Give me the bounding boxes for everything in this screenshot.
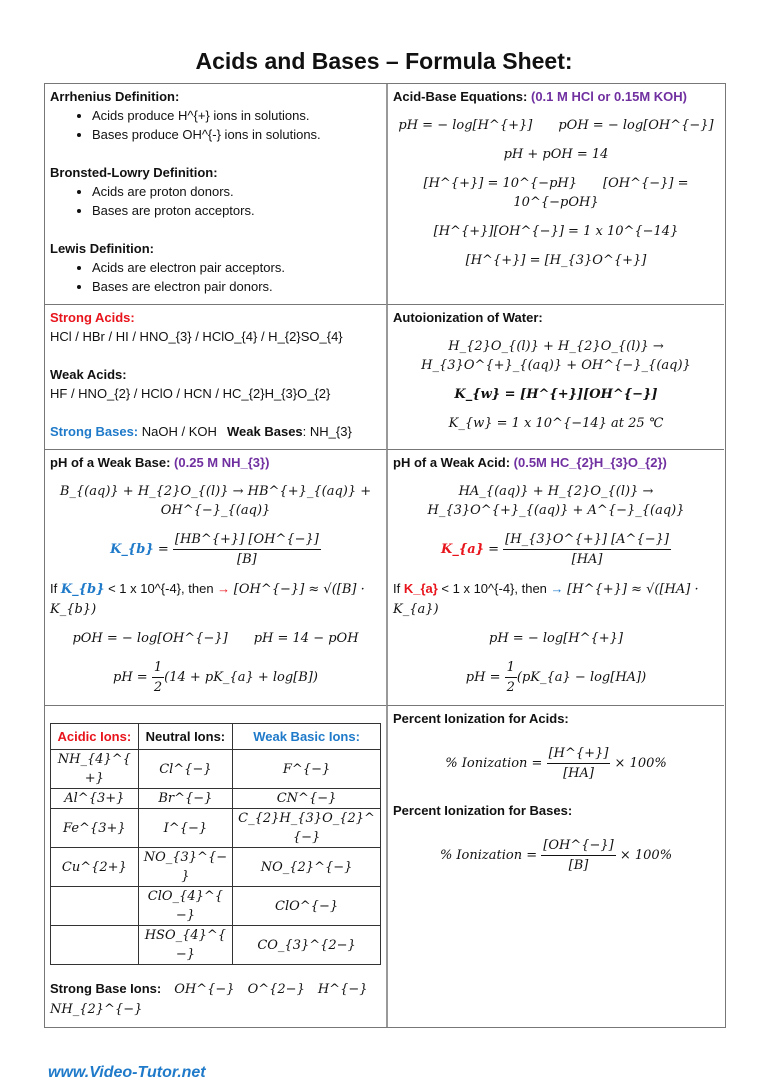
denominator: [HA] <box>571 552 603 567</box>
ion-cell: CN^{−} <box>233 789 381 809</box>
text: pH = <box>465 670 505 685</box>
condition: < 1 x 10^{-4}, then <box>437 581 551 596</box>
ion-cell: NO_{3}^{−} <box>138 848 232 887</box>
bullet-item: • Acids produce H^{+} ions in solutions. <box>92 106 381 125</box>
bullet-item: • Bases produce OH^{-} ions in solutions. <box>92 125 381 144</box>
percent-bases-heading: Percent Ionization for Bases: <box>393 803 573 818</box>
numerator: 1 <box>505 658 517 678</box>
ion-cell: CO_{3}^{2−} <box>233 926 381 965</box>
ion-cell: Fe^{3+} <box>51 809 139 848</box>
ions-table <box>50 723 381 965</box>
percent-ionization-section <box>386 705 724 1027</box>
ion: NH_{2}^{−} <box>50 1002 143 1017</box>
kw-formula: K_{w} = [H^{+}][OH^{−}] <box>454 387 658 402</box>
text: If <box>393 581 404 596</box>
acidic-ions-header: Acidic Ions: <box>51 724 139 750</box>
ion-cell: Br^{−} <box>138 789 232 809</box>
weak-acids-heading: Weak Acids: <box>50 367 127 382</box>
strong-bases-list: NaOH / KOH <box>141 424 217 439</box>
ion-cell: Al^{3+} <box>51 789 139 809</box>
neutral-ions-header: Neutral Ions: <box>138 724 232 750</box>
ion-cell: HSO_{4}^{−} <box>138 926 232 965</box>
weak-bases-heading: Weak Bases <box>227 424 303 439</box>
formula: [H^{+}][OH^{−}] = 1 x 10^{−14} <box>433 224 679 239</box>
definitions-section <box>45 84 386 304</box>
bronsted-heading: Bronsted-Lowry Definition: <box>50 165 218 180</box>
formula: pH = 14 − pOH <box>253 631 359 646</box>
formula: [H^{+}] ≈ √([HA] · K_{a}) <box>393 582 699 617</box>
formula: pH + pOH = 14 <box>503 147 609 162</box>
text: % Ionization = <box>439 848 542 863</box>
ion-cell: I^{−} <box>138 809 232 848</box>
kb-symbol: K_{b} <box>110 542 154 557</box>
ion-cell: C_{2}H_{3}O_{2}^{−} <box>233 809 381 848</box>
ion-cell: NO_{2}^{−} <box>233 848 381 887</box>
strong-base-ions-heading: Strong Base Ions: <box>50 981 162 996</box>
arrhenius-heading: Arrhenius Definition: <box>50 89 180 104</box>
page-title: Acids and Bases – Formula Sheet: <box>195 48 573 74</box>
numerator: [H_{3}O^{+}] [A^{−}] <box>503 530 671 550</box>
numerator: [HB^{+}] [OH^{−}] <box>173 530 321 550</box>
ion-cell: NH_{4}^{+} <box>51 750 139 789</box>
text: % Ionization = <box>445 756 547 771</box>
weak-acids-list: HF / HNO_{2} / HClO / HCN / HC_{2}H_{3}O_{2} <box>50 386 331 401</box>
weak-base-heading: pH of a Weak Base: <box>50 455 171 470</box>
ion-cell: Cl^{−} <box>138 750 232 789</box>
bullet-item: • Bases are proton acceptors. <box>92 201 381 220</box>
numerator: 1 <box>152 658 164 678</box>
ion-row <box>51 848 381 887</box>
weak-acid-section: pH of a Weak Acid: (0.5M HC_{2}H_{3}O_{2}) HA_{(aq)} + H_{2}O_{(l)} → H_{3}O^{+}_{(aq)} + A^{−}_{(aq)} K_{a} = $\frac{[H\_\{3\}O\^{}\{+\}] [A\^{}\{-\}]}{[HA]}$ If K_{a} < 1 x 10^{-4}, then → [H^{+}] ≈ √([HA] · K_{a}) pH = − log[H^{+}] pH = $\frac{1}{2}$ (pK_{a} − log[HA]) <box>386 449 724 705</box>
ka-symbol: K_{a} <box>441 542 484 557</box>
formula: [H^{+}] = 10^{−pH} <box>423 176 577 191</box>
formula: (14 + pK_{a} + log[B]) <box>164 670 318 685</box>
strong-acids-heading: Strong Acids: <box>50 310 135 325</box>
formula: pOH = − log[OH^{−}] <box>72 631 228 646</box>
ion-cell <box>51 926 139 965</box>
kb-symbol: K_{b} <box>60 582 105 597</box>
formula: pH = − log[H^{+}] <box>489 631 623 646</box>
denominator: [HA] <box>563 766 594 781</box>
ion-cell: Cu^{2+} <box>51 848 139 887</box>
ion-row <box>51 887 381 926</box>
weak-base-example: (0.25 M NH_{3}) <box>174 455 270 470</box>
equations-heading: Acid-Base Equations: <box>393 89 528 104</box>
lewis-heading: Lewis Definition: <box>50 241 154 256</box>
bullet-item: • Bases are electron pair donors. <box>92 277 381 296</box>
ion: H^{−} <box>317 982 368 997</box>
denominator: [B] <box>237 552 257 567</box>
formula: H_{2}O_{(l)} + H_{2}O_{(l)} → H_{3}O^{+}_{(aq)} + OH^{−}_{(aq)} <box>421 339 691 373</box>
ion: O^{2−} <box>247 982 305 997</box>
ion-cell <box>51 887 139 926</box>
ion-row <box>51 750 381 789</box>
weak-basic-ions-header: Weak Basic Ions: <box>233 724 381 750</box>
formula: (pK_{a} − log[HA]) <box>516 670 647 685</box>
ion-row <box>51 926 381 965</box>
formula: pOH = − log[OH^{−}] <box>558 118 714 133</box>
numerator: [OH^{−}] <box>541 836 615 856</box>
numerator: [H^{+}] <box>547 744 611 764</box>
condition: < 1 x 10^{-4}, then <box>104 581 218 596</box>
ions-section <box>45 705 386 1027</box>
autoionization-section <box>386 304 724 449</box>
text: × 100% <box>615 848 673 863</box>
equations-section <box>386 84 724 304</box>
formula: pH = − log[H^{+}] <box>398 118 533 133</box>
weak-base-section: pH of a Weak Base: (0.25 M NH_{3}) B_{(aq)} + H_{2}O_{(l)} → HB^{+}_{(aq)} + OH^{−}_{(aq)} K_{b} = $\frac{[HB\^{}\{+\}] [OH\^{}\{-\}]}{[B]}$ If K_{b} < 1 x 10^{-4}, then → [OH^{−}] ≈ √([B] · K_{b}) pOH = − log[OH^{−}] pH = 14 − pOH pH = $\frac{1}{2}$ (14 + pK_{a} + log[B]) <box>45 449 386 705</box>
formula-grid <box>44 83 726 1028</box>
bullet-item: • Acids are proton donors. <box>92 182 381 201</box>
formula: [OH^{−}] ≈ √([B] · K_{b}) <box>50 582 365 617</box>
equations-example: (0.1 M HCl or 0.15M KOH) <box>530 89 688 104</box>
formula: [H^{+}] = [H_{3}O^{+}] <box>465 253 647 268</box>
kw-value: K_{w} = 1 x 10^{−14} at 25 ℃ <box>448 416 664 431</box>
denominator: [B] <box>568 858 589 873</box>
website-link[interactable]: www.Video-Tutor.net <box>48 1064 206 1081</box>
text: × 100% <box>610 756 667 771</box>
ion-cell: ClO_{4}^{−} <box>138 887 232 926</box>
arrow-icon: → <box>550 581 564 596</box>
formula: [OH^{−}] = 10^{−pOH} <box>513 176 689 210</box>
bullet-item: • Acids are electron pair acceptors. <box>92 258 381 277</box>
ion: OH^{−} <box>174 982 235 997</box>
text: If <box>50 581 61 596</box>
weak-acid-heading: pH of a Weak Acid: <box>393 455 511 470</box>
denominator: 2 <box>153 680 163 695</box>
weak-bases-list: : NH_{3} <box>302 424 352 439</box>
autoionization-heading: Autoionization of Water: <box>393 310 543 325</box>
ion-row <box>51 809 381 848</box>
denominator: 2 <box>506 680 515 695</box>
weak-acid-example: (0.5M HC_{2}H_{3}O_{2}) <box>513 455 667 470</box>
ion-cell: F^{−} <box>233 750 381 789</box>
ion-cell: ClO^{−} <box>233 887 381 926</box>
text: pH = <box>113 670 152 685</box>
arrow-icon: → <box>217 581 231 596</box>
strong-acids-list: HCl / HBr / HI / HNO_{3} / HClO_{4} / H_{2}SO_{4} <box>50 329 343 344</box>
strong-bases-heading: Strong Bases: <box>50 424 139 439</box>
acid-base-lists <box>45 304 386 449</box>
reaction: HA_{(aq)} + H_{2}O_{(l)} → H_{3}O^{+}_{(aq)} + A^{−}_{(aq)} <box>427 484 685 518</box>
ion-row <box>51 789 381 809</box>
percent-acids-heading: Percent Ionization for Acids: <box>393 711 569 726</box>
reaction: B_{(aq)} + H_{2}O_{(l)} → HB^{+}_{(aq)} + OH^{−}_{(aq)} <box>59 484 372 518</box>
ka-symbol: K_{a} <box>403 581 438 596</box>
